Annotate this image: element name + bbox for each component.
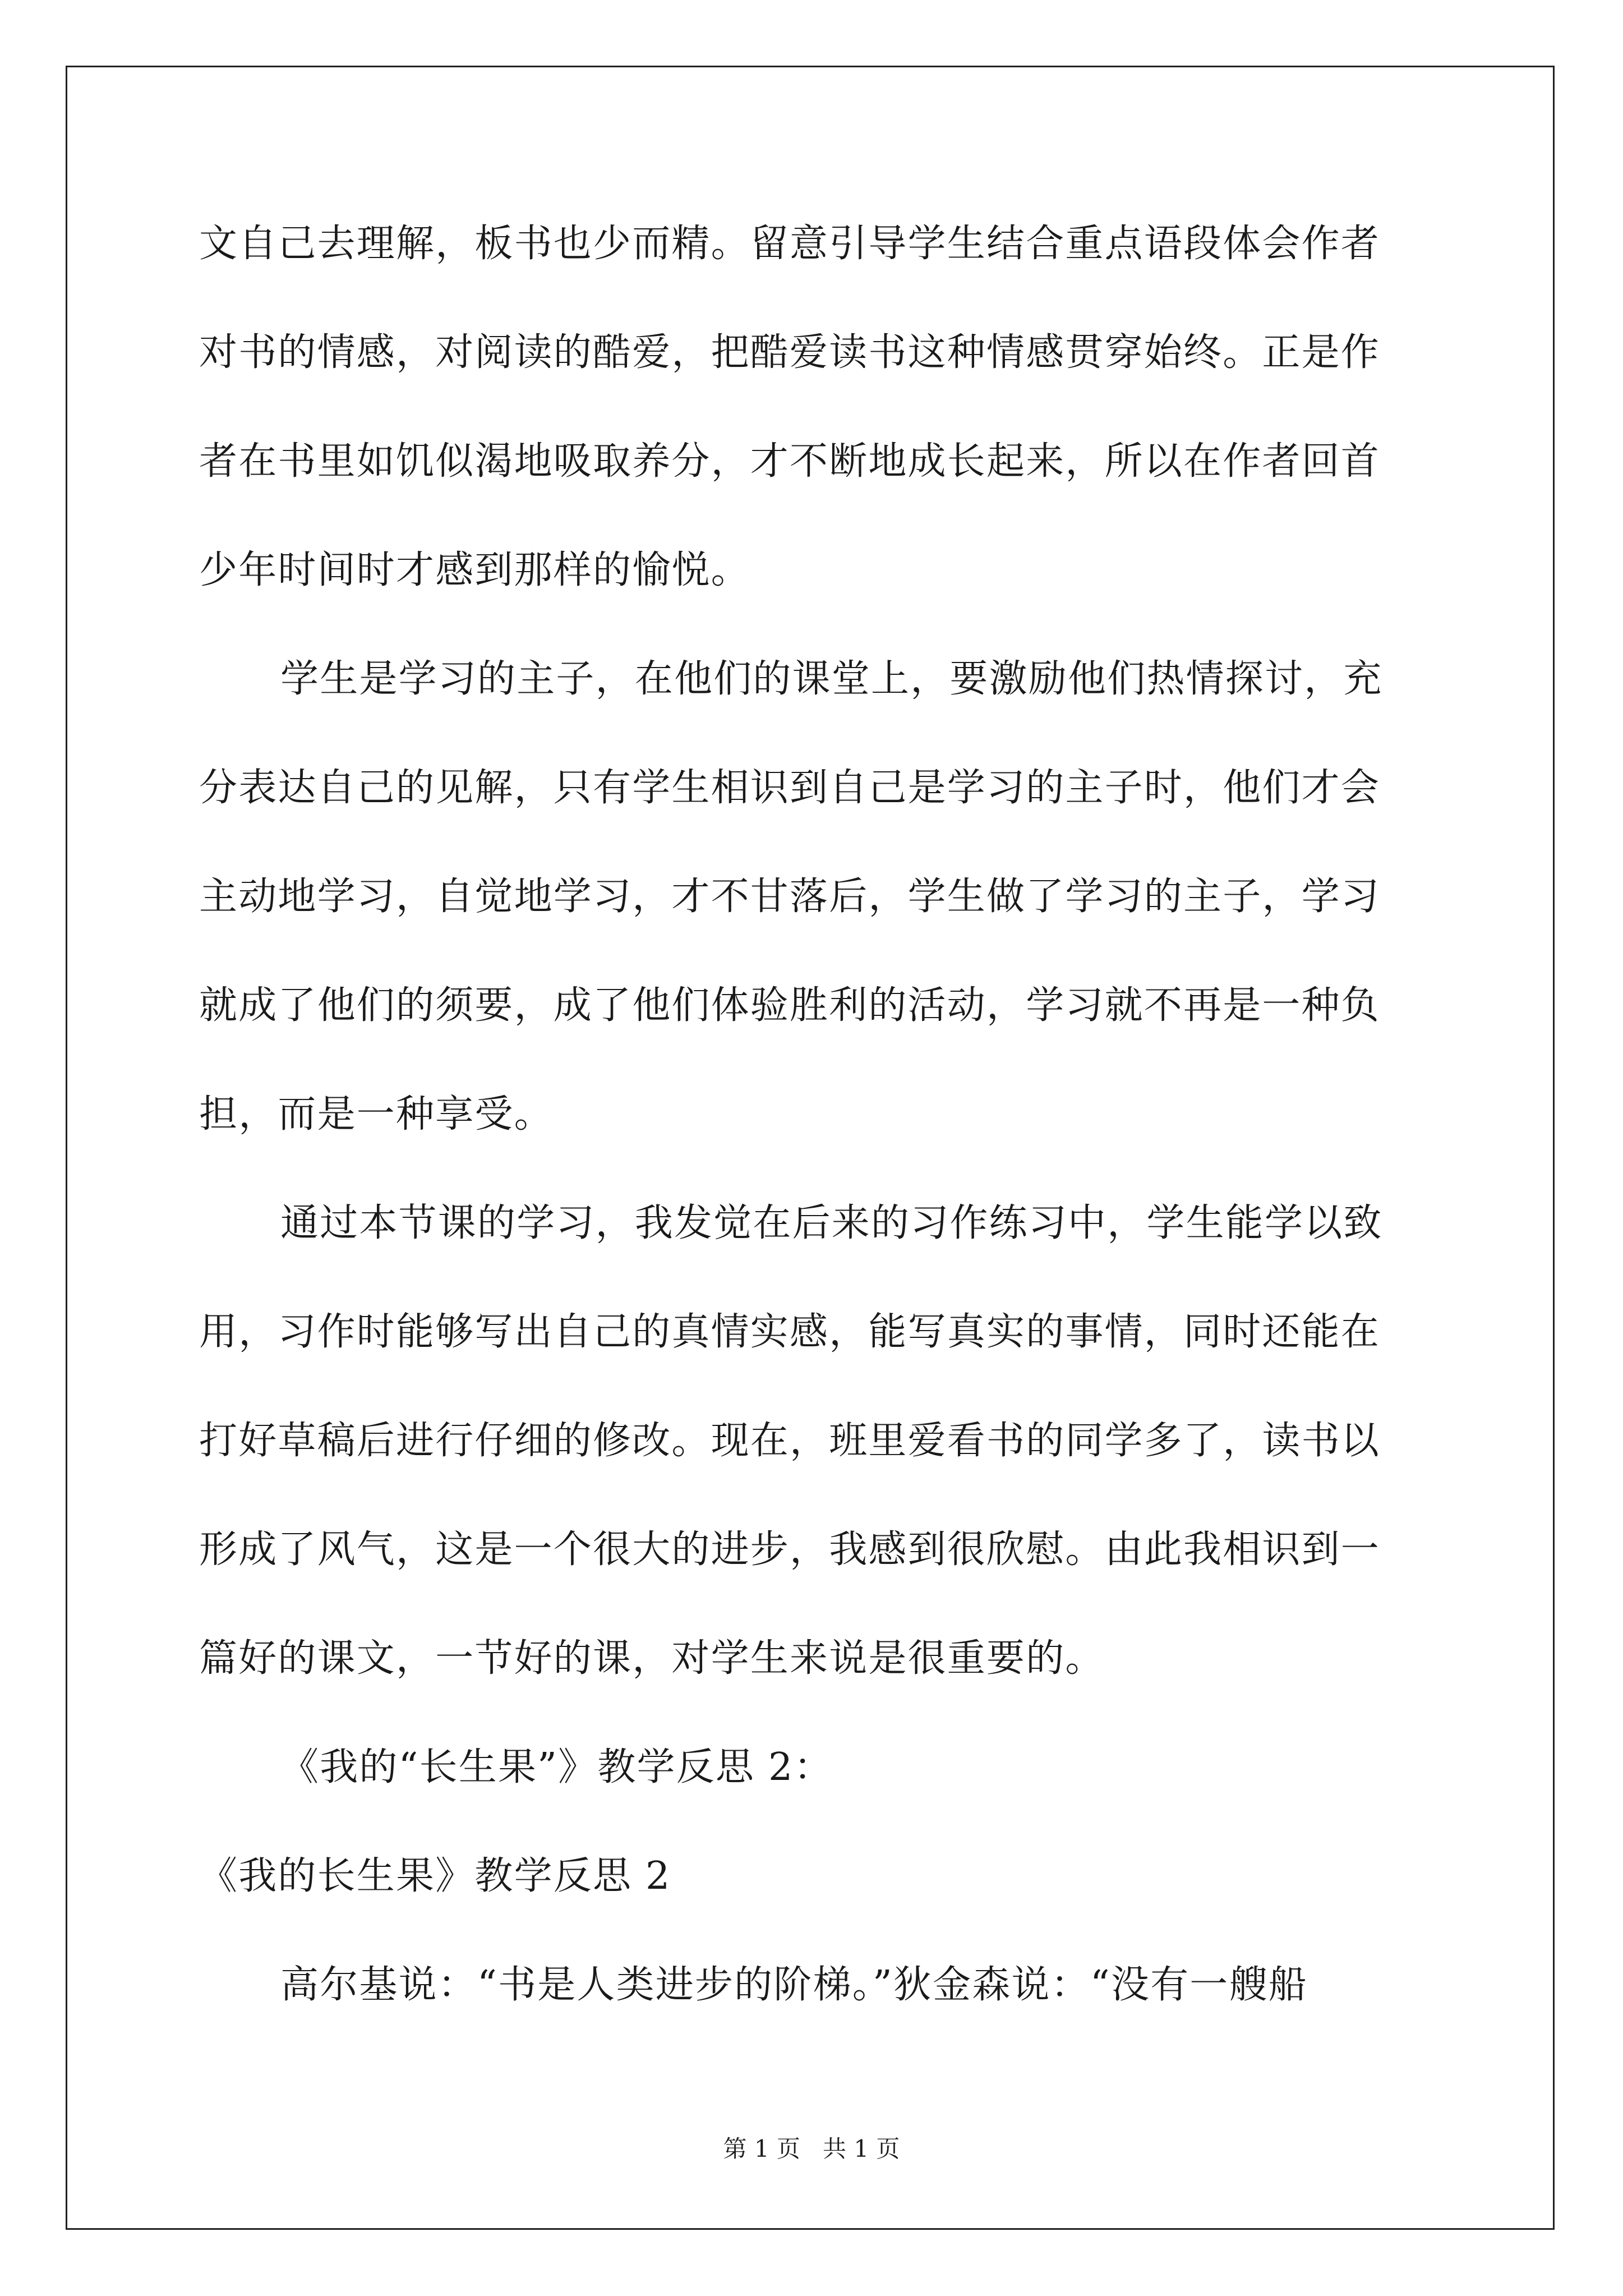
text-line: 用，习作时能够写出自己的真情实感，能写真实的事情，同时还能在 xyxy=(199,1310,1381,1354)
text-line: 担，而是一种享受。 xyxy=(199,1092,554,1137)
text-line: 篇好的课文，一节好的课，对学生来说是很重要的。 xyxy=(199,1636,1105,1681)
text-line: 主动地学习，自觉地学习，才不甘落后，学生做了学习的主子，学习 xyxy=(199,875,1381,919)
text-line: 少年时间时才感到那样的愉悦。 xyxy=(199,548,750,592)
text-line: 打好草稿后进行仔细的修改。现在，班里爱看书的同学多了，读书以 xyxy=(199,1419,1381,1463)
section-heading: 《我的“长生果”》教学反思 2： xyxy=(280,1745,833,1789)
text-line: 文自己去理解，板书也少而精。留意引导学生结合重点语段体会作者 xyxy=(199,222,1381,266)
document-body xyxy=(199,202,1427,2052)
text-line: 就成了他们的须要，成了他们体验胜利的活动，学习就不再是一种负 xyxy=(199,983,1381,1028)
page-total: 共 1 页 xyxy=(823,2135,900,2162)
text-line: 分表达自己的见解，只有学生相识到自己是学习的主子时，他们才会 xyxy=(199,766,1381,810)
section-title: 《我的长生果》教学反思 2 xyxy=(199,1854,671,1898)
text-line: 通过本节课的学习，我发觉在后来的习作练习中，学生能学以致 xyxy=(280,1201,1383,1245)
page-number: 第 1 页 xyxy=(723,2135,800,2162)
text-line: 对书的情感，对阅读的酷爱，把酷爱读书这种情感贯穿始终。正是作 xyxy=(199,330,1381,375)
text-line: 者在书里如饥似渴地吸取养分，才不断地成长起来，所以在作者回首 xyxy=(199,439,1381,484)
text-line: 形成了风气，这是一个很大的进步，我感到很欣慰。由此我相识到一 xyxy=(199,1527,1381,1572)
page-footer xyxy=(0,2131,1623,2164)
text-line: 学生是学习的主子，在他们的课堂上，要激励他们热情探讨，充 xyxy=(280,657,1383,701)
text-line: 高尔基说：“书是人类进步的阶梯。”狄金森说：“没有一艘船 xyxy=(280,1963,1308,2007)
